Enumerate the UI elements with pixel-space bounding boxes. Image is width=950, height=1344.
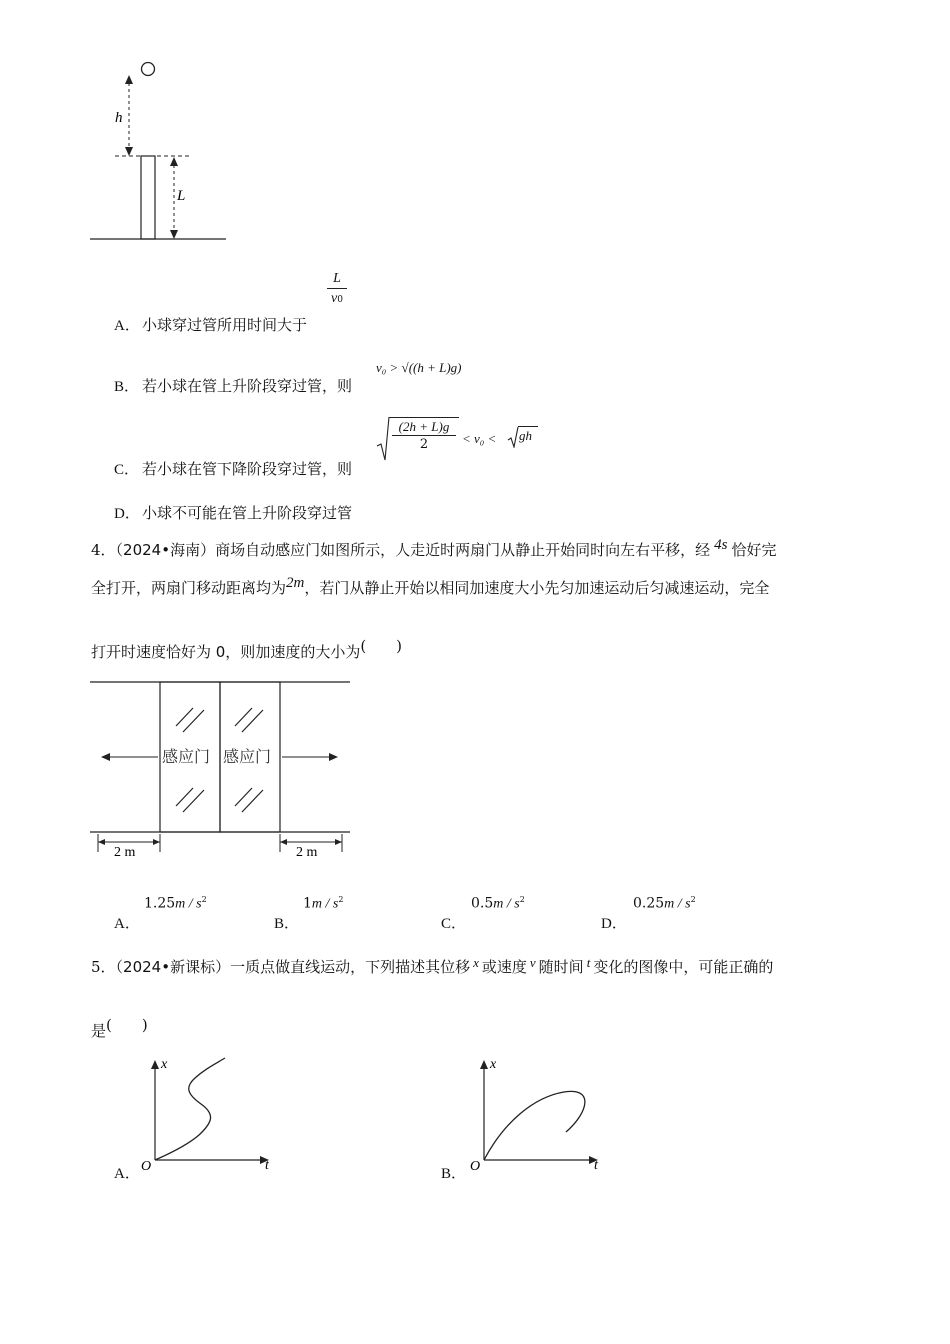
curve [155, 1058, 225, 1160]
fraction-denominator: v [331, 291, 338, 306]
q4-line1: 4．（2024•海南）商场自动感应门如图所示，人走近时两扇门从静止开始同时向左右平移，经 4s 恰好完 [91, 537, 777, 559]
answer-paren: ( ) [360, 637, 403, 655]
question-source: （2024•海南） [115, 541, 216, 559]
q3-option-c [114, 414, 574, 479]
option-label: A． [114, 318, 140, 334]
q4-option-b: B． $1m / s^2$ [274, 895, 344, 932]
door-label-right: 感应门 [223, 747, 272, 766]
time-value: 4s [714, 537, 728, 553]
axis-label-x: t [594, 1158, 598, 1173]
fraction-numerator: (2h + L)g [398, 419, 450, 434]
distance-value: 2m [286, 575, 305, 591]
sqrt-sign [376, 416, 390, 462]
fraction-L-over-v0 [327, 270, 347, 309]
curve [484, 1091, 585, 1160]
fraction-numerator: L [333, 271, 341, 286]
tube [141, 156, 155, 239]
axis-label-y: x [161, 1057, 168, 1072]
option-text: 小球穿过管所用时间大于 [142, 316, 308, 334]
q3-option-b [114, 355, 534, 395]
origin-label: O [141, 1159, 152, 1174]
option-label: B． [274, 916, 300, 932]
q4-line3: 打开时速度恰好为 0，则加速度的大小为( ) [91, 637, 403, 661]
q3-option-d [114, 502, 454, 526]
ball [142, 63, 155, 76]
answer-paren: ( ) [106, 1016, 148, 1034]
axis-label-y: x [490, 1057, 497, 1072]
inequality-mid: < v₀ < [462, 431, 497, 446]
ball-tube-figure [85, 55, 235, 250]
q5-graph-a-label: A． [114, 1166, 140, 1182]
q3-option-a [114, 270, 414, 335]
q5-line2: 是( ) [91, 1016, 148, 1040]
q5-graph-a [135, 1052, 285, 1177]
sqrt-content: gh [519, 428, 532, 443]
option-label: C． [114, 462, 140, 478]
origin-label: O [470, 1159, 481, 1174]
sensor-door-figure [88, 676, 353, 861]
sqrt-sign-small [507, 426, 519, 448]
question-number: 5． [91, 958, 116, 976]
h-label: h [115, 110, 123, 126]
q5-line1: 5．（2024•新课标）一质点做直线运动，下列描述其位移 x 或速度 v 随时间 t 变化的图像中，可能正确的 [91, 955, 774, 976]
option-text: 小球不可能在管上升阶段穿过管 [142, 504, 353, 522]
axis-label-x: t [265, 1158, 269, 1173]
option-label: D． [601, 916, 627, 932]
q4-option-d: D． $0.25m / s^2$ [601, 895, 696, 932]
question-source: （2024•新课标） [115, 958, 231, 976]
L-label: L [177, 188, 186, 204]
option-label: A． [114, 916, 140, 932]
dim-label-left: 2 m [114, 845, 136, 860]
subscript: 0 [337, 295, 343, 305]
option-label: D． [114, 506, 140, 522]
q4-line2: 全打开，两扇门移动距离均为2m，若门从静止开始以相同加速度大小先匀加速运动后匀减速运动，完全 [91, 575, 770, 597]
option-text: 若小球在管上升阶段穿过管，则 [142, 377, 353, 395]
q4-option-c: C． $0.5m / s^2$ [441, 895, 525, 932]
q5-graph-b-label: B． [441, 1166, 467, 1182]
door-label-left: 感应门 [162, 747, 211, 766]
question-number: 4． [91, 541, 116, 559]
option-text: 若小球在管下降阶段穿过管，则 [142, 460, 353, 478]
q5-graph-b [464, 1052, 614, 1177]
dim-label-right: 2 m [296, 845, 318, 860]
option-label: B． [114, 379, 140, 395]
fraction-denominator: 2 [419, 437, 429, 452]
formula: v₀ > √((h + L)g) [376, 360, 462, 375]
option-label: C． [441, 916, 467, 932]
q4-option-a: A． $1.25m / s^2$ [114, 895, 207, 932]
